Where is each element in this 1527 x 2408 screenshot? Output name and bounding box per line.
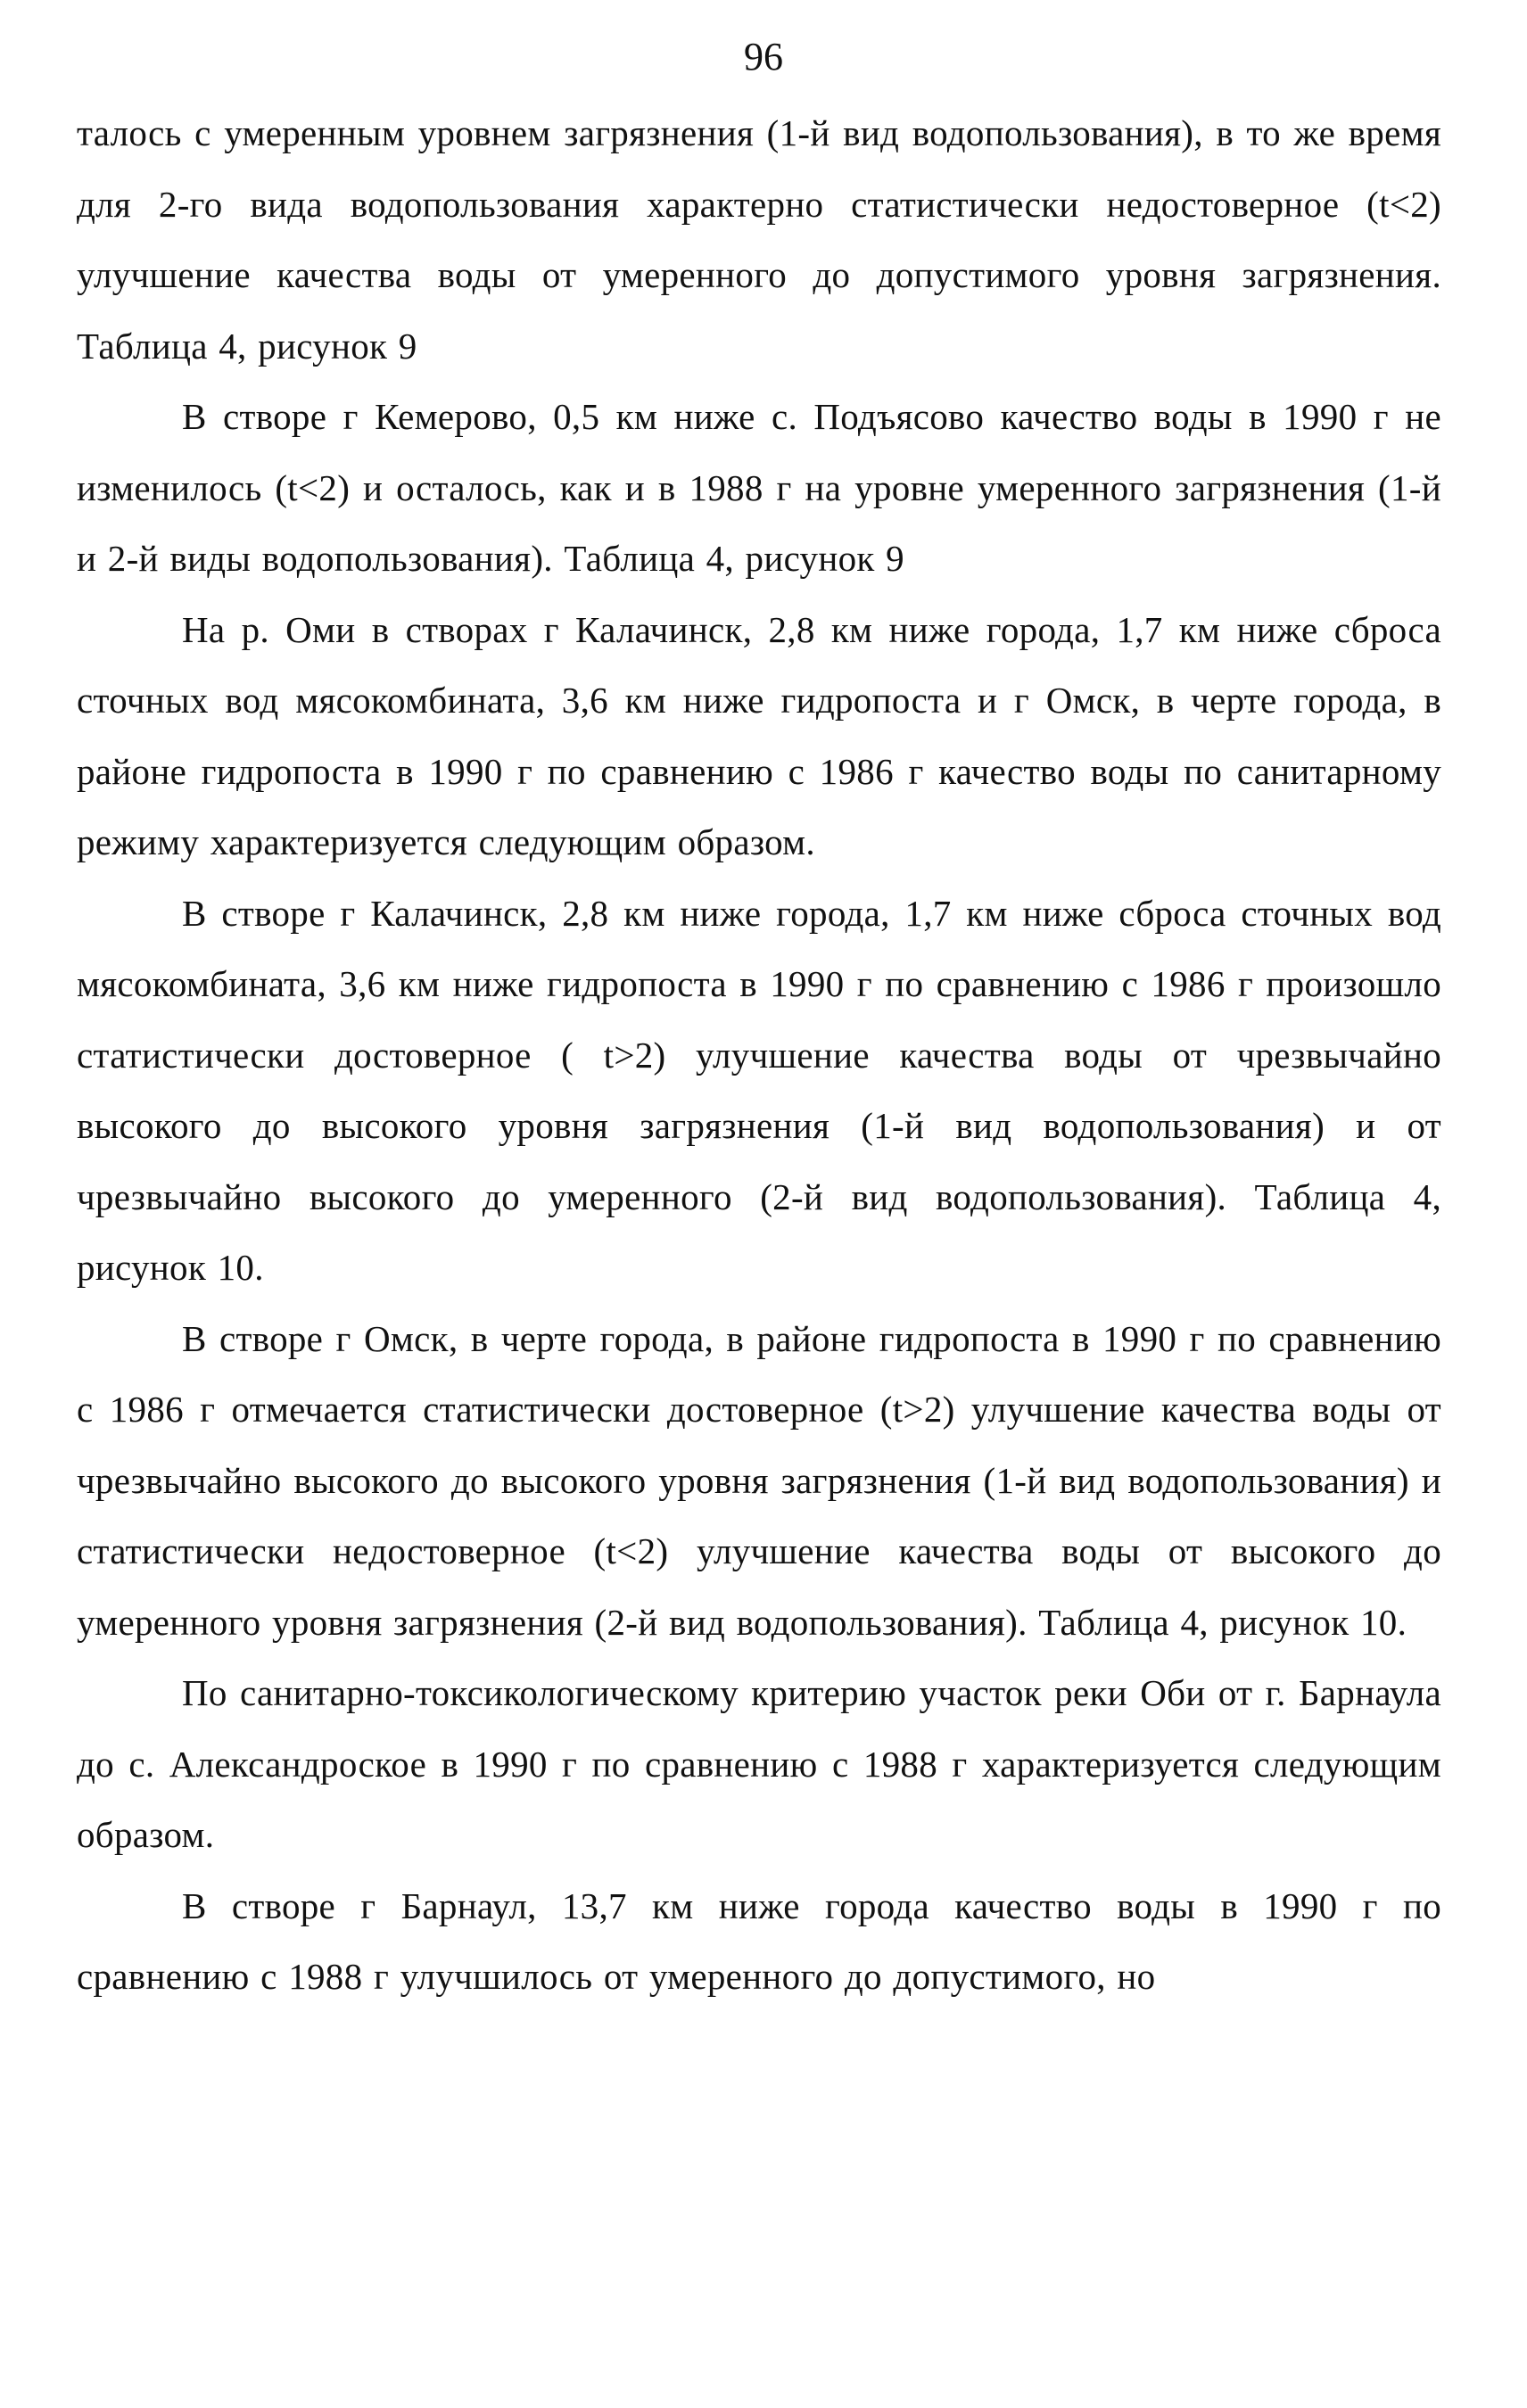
- body-text: [77, 98, 1441, 2013]
- paragraph-3: На р. Оми в створах г Калачинск, 2,8 км ниже города, 1,7 км ниже сброса сточных вод мясокомбината, 3,6 км ниже гидропоста и г Омск, в черте города, в районе гидропоста в 1990 г по сравнению с 1986 г качество воды по санитарному режиму характеризуется следующим образом.: [77, 608, 1441, 862]
- paragraph-2: В створе г Кемерово, 0,5 км ниже с. Подъясово качество воды в 1990 г не изменилось (t<2) и осталось, как и в 1988 г на уровне умеренного загрязнения (1-й и 2-й виды водопользования). Таблица 4, рисунок 9: [77, 396, 1441, 579]
- paragraph-5: В створе г Омск, в черте города, в районе гидропоста в 1990 г по сравнению с 1986 г отмечается статистически достоверное (t>2) улучшение качества воды от чрезвычайно высокого до высокого уровня загрязнения (1-й вид водопользования) и статистически недостоверное (t<2) улучшение качества воды от высокого до умеренного уровня загрязнения (2-й вид водопользования). Таблица 4, рисунок 10.: [77, 1317, 1441, 1643]
- paragraph-4: В створе г Калачинск, 2,8 км ниже города, 1,7 км ниже сброса сточных вод мясокомбината, 3,6 км ниже гидропоста в 1990 г по сравнению с 1986 г произошло статистически достоверное ( t>2) улучшение качества воды от чрезвычайно высокого до высокого уровня загрязнения (1-й вид водопользования) и от чрезвычайно высокого до умеренного (2-й вид водопользования). Таблица 4, рисунок 10.: [77, 892, 1441, 1288]
- paragraph-7: В створе г Барнаул, 13,7 км ниже города качество воды в 1990 г по сравнению с 1988 г улучшилось от умеренного до допустимого, но: [77, 1884, 1441, 1997]
- paragraph-6: По санитарно-токсикологическому критерию участок реки Оби от г. Барнаула до с. Александроское в 1990 г по сравнению с 1988 г характеризуется следующим образом.: [77, 1672, 1441, 1855]
- paragraph-1: талось с умеренным уровнем загрязнения (1-й вид водопользования), в то же время для 2-го вида водопользования характерно статистически недостоверное (t<2) улучшение качества воды от умеренного до допустимого уровня загрязнения. Таблица 4, рисунок 9: [77, 112, 1441, 367]
- page-number: 96: [744, 35, 783, 78]
